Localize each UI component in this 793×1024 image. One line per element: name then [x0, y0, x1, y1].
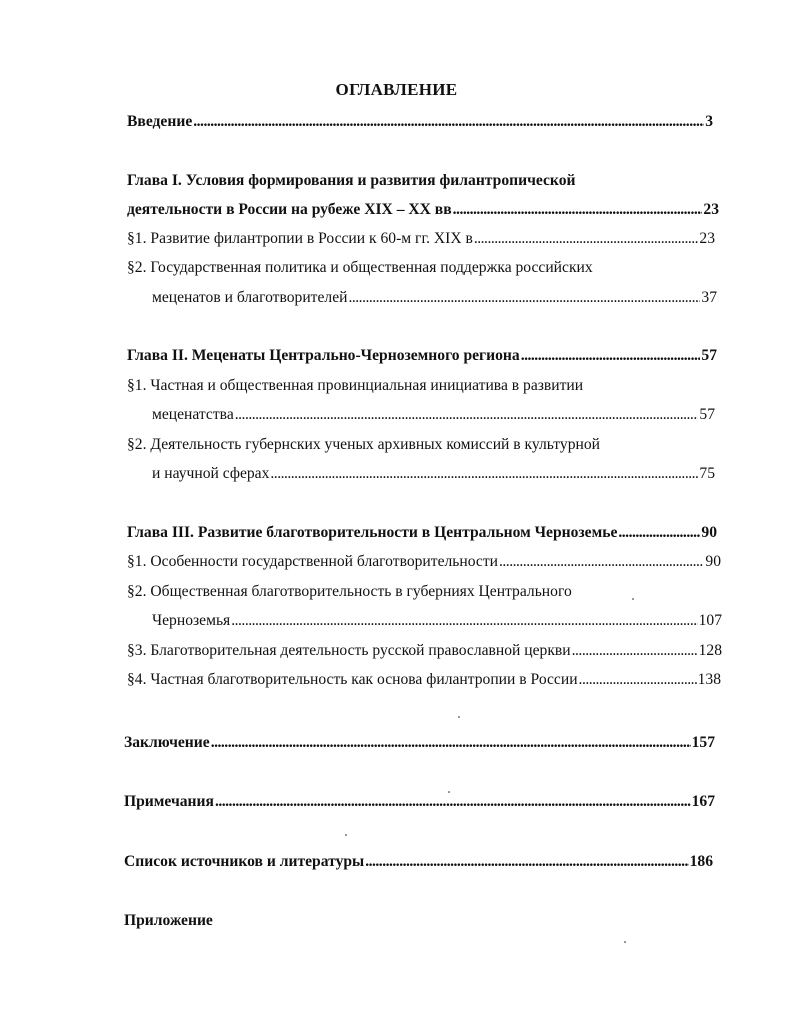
toc-entry-text: Заключение	[124, 734, 210, 751]
toc-page-number: 3	[705, 113, 713, 130]
toc-page-number: 57	[699, 406, 715, 423]
toc-entry-text: Список источников и литературы	[124, 853, 365, 870]
toc-section-1-2-line1: §2. Государственная политика и общественная поддержка российских	[127, 259, 593, 276]
toc-page-number: 157	[691, 734, 715, 751]
dot-leader	[215, 791, 691, 813]
toc-entry-text: и научной сферах	[152, 465, 270, 482]
scan-speck	[458, 716, 460, 718]
toc-entry-notes	[124, 791, 715, 813]
toc-page-number: 23	[703, 201, 719, 218]
toc-chapter-2	[127, 345, 717, 367]
toc-chapter-1	[127, 199, 719, 221]
toc-section-3-2	[152, 610, 722, 632]
dot-leader	[211, 732, 691, 754]
scan-speck	[448, 791, 450, 793]
toc-page-number: 128	[698, 642, 722, 659]
scan-speck	[624, 941, 626, 943]
toc-entry-text: Примечания	[124, 793, 214, 810]
toc-entry-text: меценатства	[152, 406, 234, 423]
toc-entry-introduction	[127, 111, 713, 133]
dot-leader	[193, 111, 704, 133]
toc-entry-text: §3. Благотворительная деятельность русской православной церкви	[127, 642, 571, 659]
toc-section-2-2-line1: §2. Деятельность губернских ученых архивных комиссий в культурной	[127, 436, 600, 453]
toc-chapter-3	[127, 522, 717, 544]
dot-leader	[521, 345, 701, 367]
dot-leader	[270, 463, 698, 485]
toc-page-number: 138	[697, 671, 721, 688]
toc-page-number: 167	[691, 793, 715, 810]
toc-entry-text: меценатов и благотворителей	[152, 289, 348, 306]
scan-speck	[632, 598, 634, 600]
toc-section-2-1	[152, 404, 715, 426]
toc-page-number: 90	[701, 524, 717, 541]
toc-chapter-1-title-line1: Глава I. Условия формирования и развития филантропической	[127, 172, 576, 189]
dot-leader	[499, 551, 704, 573]
toc-entry-text: деятельности в России на рубеже XIX – XX вв	[127, 201, 452, 218]
toc-section-2-1-line1: §1. Частная и общественная провинциальная инициатива в развитии	[127, 377, 584, 394]
dot-leader	[231, 610, 697, 632]
toc-entry-text: §1. Особенности государственной благотворительности	[127, 553, 499, 570]
toc-page-number: 75	[699, 465, 715, 482]
toc-entry-text: §1. Развитие филантропии в России к 60-м гг. XIX в	[127, 230, 473, 247]
toc-page-number: 57	[701, 347, 717, 364]
toc-page-number: 107	[698, 612, 722, 629]
dot-leader	[348, 287, 700, 309]
toc-page-number: 186	[689, 853, 713, 870]
dot-leader	[235, 404, 699, 426]
toc-entry-sources	[124, 851, 713, 873]
toc-title: ОГЛАВЛЕНИЕ	[335, 80, 458, 99]
toc-entry-text: §4. Частная благотворительность как основа филантропии в России	[127, 671, 578, 688]
toc-section-1-2	[152, 287, 717, 309]
toc-page-number: 37	[701, 289, 717, 306]
dot-leader	[618, 522, 700, 544]
dot-leader	[474, 228, 699, 250]
toc-section-3-4	[127, 669, 721, 691]
dot-leader	[579, 669, 697, 691]
toc-entry-text: Черноземья	[152, 612, 231, 629]
dot-leader	[365, 851, 688, 873]
toc-page-number: 90	[705, 553, 721, 570]
toc-entry-text: Глава III. Развитие благотворительности в Центральном Черноземье	[127, 524, 618, 541]
toc-entry-conclusion	[124, 732, 715, 754]
toc-page-number: 23	[699, 230, 715, 247]
toc-entry-appendix: Приложение	[124, 912, 213, 929]
toc-section-1-1	[127, 228, 715, 250]
toc-section-2-2	[152, 463, 715, 485]
toc-section-3-2-line1: §2. Общественная благотворительность в губерниях Центрального	[127, 583, 572, 600]
scan-speck	[345, 834, 347, 836]
toc-section-3-3	[127, 640, 722, 662]
toc-entry-text: Глава II. Меценаты Центрально-Черноземного региона	[127, 347, 520, 364]
toc-section-3-1	[127, 551, 721, 573]
dot-leader	[572, 640, 698, 662]
toc-entry-text: Введение	[127, 113, 193, 130]
dot-leader	[453, 199, 703, 221]
